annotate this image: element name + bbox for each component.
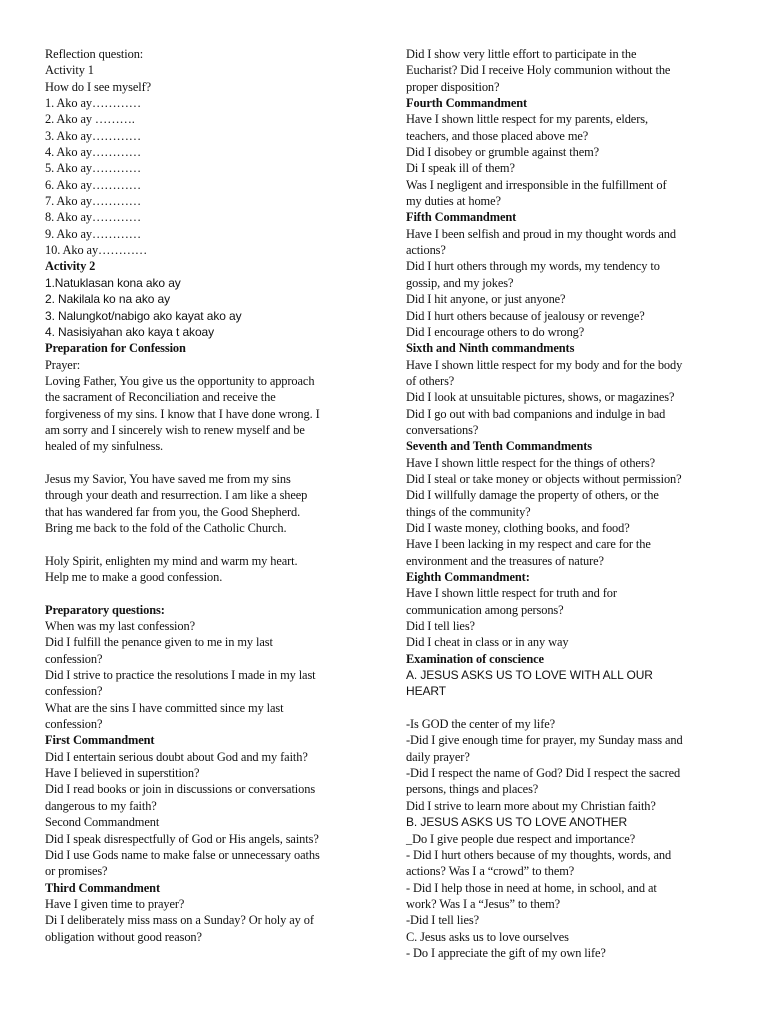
right-column: [406, 46, 728, 961]
text-line: Did I disobey or grumble against them?: [406, 145, 600, 160]
text-line: Second Commandment: [45, 815, 160, 830]
section-heading-preparatory-questions: Preparatory questions:: [45, 602, 165, 617]
text-line: 6. Ako ay…………: [45, 177, 142, 192]
text-line: my duties at home?: [406, 194, 501, 209]
text-line: Did I show very little effort to participate in the: [406, 47, 637, 61]
text-line: 1. Ako ay…………: [45, 96, 142, 111]
text-line: work? Was I a “Jesus” to them?: [406, 896, 561, 911]
text-line: Di I speak ill of them?: [406, 161, 515, 176]
text-line: 10. Ako ay…………: [45, 243, 148, 258]
text-line: Did I cheat in class or in any way: [406, 635, 569, 650]
blank-line: [406, 700, 728, 716]
text-line: Did I waste money, clothing books, and food?: [406, 520, 630, 535]
text-line: Jesus my Savior, You have saved me from my sins: [45, 471, 291, 486]
text-line: Did I tell lies?: [406, 619, 475, 634]
text-line: _Do I give people due respect and importance?: [406, 831, 636, 846]
text-line: Did I hit anyone, or just anyone?: [406, 292, 566, 307]
text-line: Did I use Gods name to make false or unnecessary oaths: [45, 847, 320, 862]
text-line: Did I hurt others because of jealousy or revenge?: [406, 308, 645, 323]
text-line: that has wandered far from you, the Good Shepherd.: [45, 504, 301, 519]
text-line: things of the community?: [406, 504, 531, 519]
text-line: the sacrament of Reconciliation and receive the: [45, 390, 276, 405]
text-line: - Did I help those in need at home, in school, and at: [406, 880, 657, 895]
text-line: Eucharist? Did I receive Holy communion without the: [406, 63, 671, 78]
text-line: Have I given time to prayer?: [45, 896, 185, 911]
section-heading-fourth-commandment: Fourth Commandment: [406, 96, 528, 111]
blank-line: [45, 536, 365, 552]
text-line: Loving Father, You give us the opportunity to approach: [45, 373, 315, 388]
text-line: Did I strive to learn more about my Christian faith?: [406, 798, 656, 813]
text-line: Did I read books or join in discussions or conversations: [45, 782, 316, 797]
section-heading-eighth-commandment: Eighth Commandment:: [406, 570, 530, 584]
text-line: Did I encourage others to do wrong?: [406, 324, 585, 339]
text-line: Prayer:: [45, 357, 81, 372]
text-line: proper disposition?: [406, 79, 500, 94]
text-line: 2. Nakilala ko na ako ay: [45, 292, 171, 307]
text-line: 4. Nasisiyahan ako kaya t akoay: [45, 324, 214, 339]
section-heading-sixth-and-ninth-commandments: Sixth and Ninth commandments: [406, 341, 575, 356]
text-line: -Did I tell lies?: [406, 913, 479, 928]
text-line: confession?: [45, 717, 103, 732]
text-line: Did I strive to practice the resolutions I made in my last: [45, 668, 316, 683]
text-line: Did I entertain serious doubt about God and my faith?: [45, 749, 308, 764]
text-line: - Did I hurt others because of my thoughts, words, and: [406, 847, 672, 862]
section-heading-seventh-and-tenth-commandments: Seventh and Tenth Commandments: [406, 439, 592, 454]
text-line: environment and the treasures of nature?: [406, 553, 604, 568]
text-line: actions?: [406, 243, 446, 258]
text-line: Holy Spirit, enlighten my mind and warm my heart.: [45, 553, 298, 568]
text-line: 8. Ako ay…………: [45, 210, 142, 225]
blank-line: [45, 455, 365, 471]
text-line: Have I believed in superstition?: [45, 766, 200, 781]
text-line: Did I hurt others through my words, my tendency to: [406, 259, 660, 274]
blank-line: [45, 585, 365, 601]
text-line: healed of my sinfulness.: [45, 439, 164, 454]
text-line: 9. Ako ay…………: [45, 226, 142, 241]
text-line: confession?: [45, 684, 103, 699]
text-line: Bring me back to the fold of the Catholic Church.: [45, 520, 287, 535]
left-column: [45, 46, 365, 945]
section-heading-fifth-commandment: Fifth Commandment: [406, 210, 517, 225]
text-line: -Did I give enough time for prayer, my Sunday mass and: [406, 733, 683, 748]
text-line: communication among persons?: [406, 602, 564, 617]
text-line: forgiveness of my sins. I know that I have done wrong. I: [45, 406, 320, 421]
text-line: through your death and resurrection. I am like a sheep: [45, 488, 308, 503]
text-line: 3. Nalungkot/nabigo ako kayat ako ay: [45, 308, 242, 323]
text-line: 1.Natuklasan kona ako ay: [45, 275, 181, 290]
text-line: C. Jesus asks us to love ourselves: [406, 929, 569, 944]
text-line: Have I shown little respect for my body and for the body: [406, 357, 683, 372]
text-line: daily prayer?: [406, 749, 470, 764]
text-line: - Do I appreciate the gift of my own life?: [406, 945, 606, 960]
text-line: B. JESUS ASKS US TO LOVE ANOTHER: [406, 815, 628, 830]
text-line: Help me to make a good confession.: [45, 570, 223, 584]
text-line: confession?: [45, 651, 103, 666]
text-line: dangerous to my faith?: [45, 798, 157, 813]
section-heading-first-commandment: First Commandment: [45, 733, 155, 748]
text-line: 2. Ako ay ……….: [45, 112, 135, 127]
section-heading-preparation-for-confession: Preparation for Confession: [45, 341, 186, 356]
text-line: 3. Ako ay…………: [45, 128, 142, 143]
text-line: Di I deliberately miss mass on a Sunday? Or holy ay of: [45, 913, 314, 928]
text-line: Did I look at unsuitable pictures, shows, or magazines?: [406, 390, 675, 405]
text-line: Have I been lacking in my respect and care for the: [406, 537, 651, 552]
text-line: Have I shown little respect for truth and for: [406, 586, 617, 601]
text-line: What are the sins I have committed since my last: [45, 700, 284, 715]
text-line: Did I speak disrespectfully of God or His angels, saints?: [45, 831, 319, 846]
text-line: Did I go out with bad companions and indulge in bad: [406, 406, 666, 421]
text-line: -Did I respect the name of God? Did I respect the sacred: [406, 766, 681, 781]
text-line: Did I steal or take money or objects without permission?: [406, 471, 682, 486]
text-line: Activity 1: [45, 63, 94, 78]
text-line: am sorry and I sincerely wish to renew myself and be: [45, 422, 305, 437]
text-line: Did I willfully damage the property of others, or the: [406, 488, 659, 503]
text-line: obligation without good reason?: [45, 929, 202, 944]
section-heading-activity-2: Activity 2: [45, 259, 96, 274]
text-line: actions? Was I a “crowd” to them?: [406, 864, 575, 879]
text-line: -Is GOD the center of my life?: [406, 717, 556, 732]
text-line: 5. Ako ay…………: [45, 161, 142, 176]
text-line: How do I see myself?: [45, 79, 152, 94]
text-line: Have I been selfish and proud in my thought words and: [406, 226, 676, 241]
text-line: Have I shown little respect for the things of others?: [406, 455, 655, 470]
text-line: conversations?: [406, 422, 479, 437]
text-line: Have I shown little respect for my parents, elders,: [406, 112, 648, 127]
text-line: Did I fulfill the penance given to me in my last: [45, 635, 273, 650]
text-line: of others?: [406, 373, 455, 388]
text-line: When was my last confession?: [45, 619, 195, 634]
text-line: 7. Ako ay…………: [45, 194, 142, 209]
text-line: persons, things and places?: [406, 782, 539, 797]
text-line: 4. Ako ay…………: [45, 145, 142, 160]
text-line: teachers, and those placed above me?: [406, 128, 589, 143]
section-heading-third-commandment: Third Commandment: [45, 880, 160, 895]
text-line: or promises?: [45, 864, 108, 879]
text-line: A. JESUS ASKS US TO LOVE WITH ALL OUR: [406, 668, 653, 683]
text-line: Reflection question:: [45, 47, 144, 61]
text-line: HEART: [406, 684, 446, 699]
section-heading-examination-of-conscience: Examination of conscience: [406, 651, 544, 666]
text-line: gossip, and my jokes?: [406, 275, 514, 290]
text-line: Was I negligent and irresponsible in the fulfillment of: [406, 177, 667, 192]
